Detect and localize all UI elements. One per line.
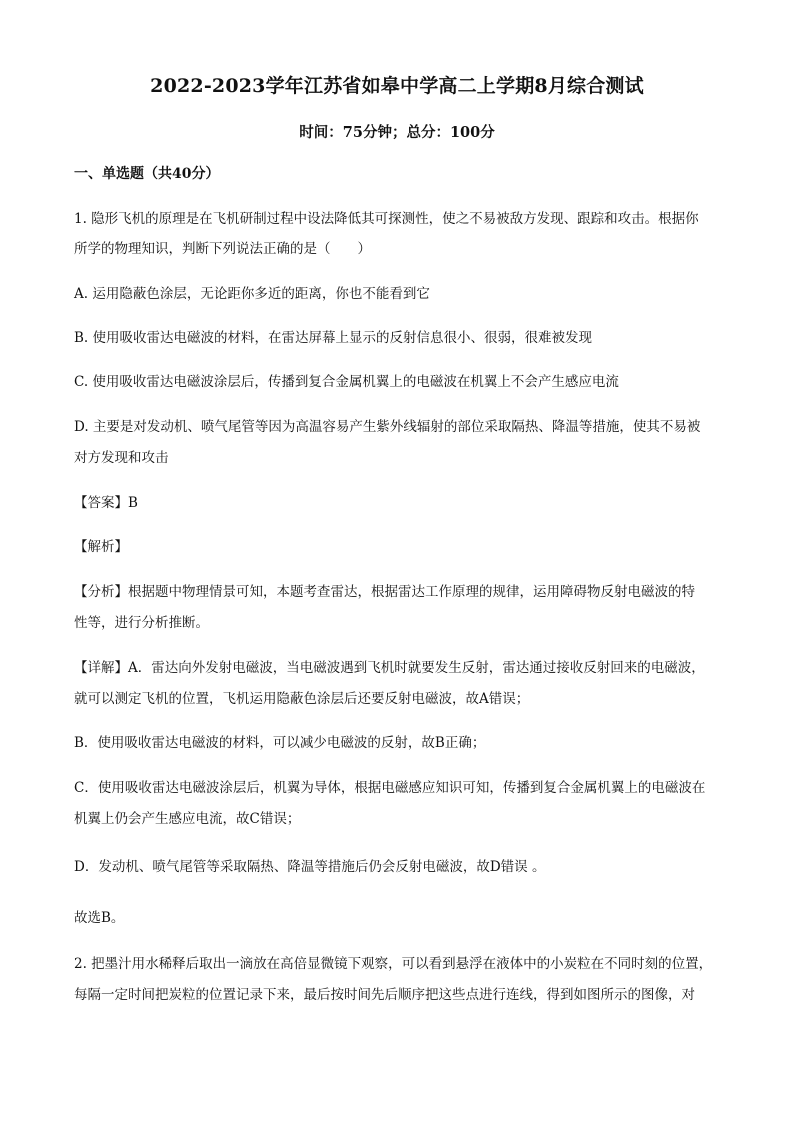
q1-analysis-heading: 【解析】	[74, 539, 128, 555]
q2-stem-line2: 每隔一定时间把炭粒的位置记录下来，最后按时间先后顺序把这些点进行连线，得到如图所示的图像，对	[74, 987, 695, 1003]
q1-analysis-line2: 性等，进行分析推断。	[74, 615, 209, 631]
page-title: 2022-2023学年江苏省如皋中学高二上学期8月综合测试	[150, 75, 644, 97]
q1-option-c: C. 使用吸收雷达电磁波涂层后，传播到复合金属机翼上的电磁波在机翼上不会产生感应电流	[74, 374, 619, 390]
q1-answer: 【答案】B	[74, 495, 138, 511]
q1-stem-line2: 所学的物理知识，判断下列说法正确的是（ ）	[74, 241, 371, 257]
q1-detail-c-line2: 机翼上仍会产生感应电流，故C错误；	[74, 811, 301, 827]
q1-detail-d: D．发动机、喷气尾管等采取隔热、降温等措施后仍会反射电磁波，故D错误 。	[74, 859, 546, 875]
q1-conclusion: 故选B。	[74, 910, 125, 926]
q1-detail-b: B．使用吸收雷达电磁波的材料，可以减少电磁波的反射，故B正确；	[74, 735, 486, 751]
q1-option-a: A. 运用隐蔽色涂层，无论距你多近的距离，你也不能看到它	[74, 286, 430, 302]
q1-option-d-line2: 对方发现和攻击	[74, 450, 169, 466]
q1-option-b: B. 使用吸收雷达电磁波的材料，在雷达屏幕上显示的反射信息很小、很弱，很难被发现	[74, 330, 593, 346]
section-heading: 一、单选题（共40分）	[74, 166, 220, 182]
q1-detail-c-line1: C．使用吸收雷达电磁波涂层后，机翼为导体，根据电磁感应知识可知，传播到复合金属机翼上的电磁波在	[74, 780, 706, 796]
q1-detail-line1: 【详解】A．雷达向外发射电磁波，当电磁波遇到飞机时就要发生反射，雷达通过接收反射回来的电磁波，	[74, 660, 705, 676]
q1-detail-line2: 就可以测定飞机的位置，飞机运用隐蔽色涂层后还要反射电磁波，故A错误；	[74, 691, 530, 707]
exam-meta: 时间：75分钟；总分：100分	[299, 124, 495, 141]
q2-stem-line1: 2. 把墨汁用水稀释后取出一滴放在高倍显微镜下观察，可以看到悬浮在液体中的小炭粒在不同时刻的位置，	[74, 956, 713, 972]
q1-analysis-line1: 【分析】根据题中物理情景可知，本题考查雷达，根据雷达工作原理的规律，运用障碍物反射电磁波的特	[74, 584, 695, 600]
q1-stem-line1: 1. 隐形飞机的原理是在飞机研制过程中设法降低其可探测性，使之不易被敌方发现、跟踪和攻击。根据你	[74, 211, 699, 227]
q1-option-d-line1: D. 主要是对发动机、喷气尾管等因为高温容易产生紫外线辐射的部位采取隔热、降温等措施，使其不易被	[74, 419, 701, 435]
